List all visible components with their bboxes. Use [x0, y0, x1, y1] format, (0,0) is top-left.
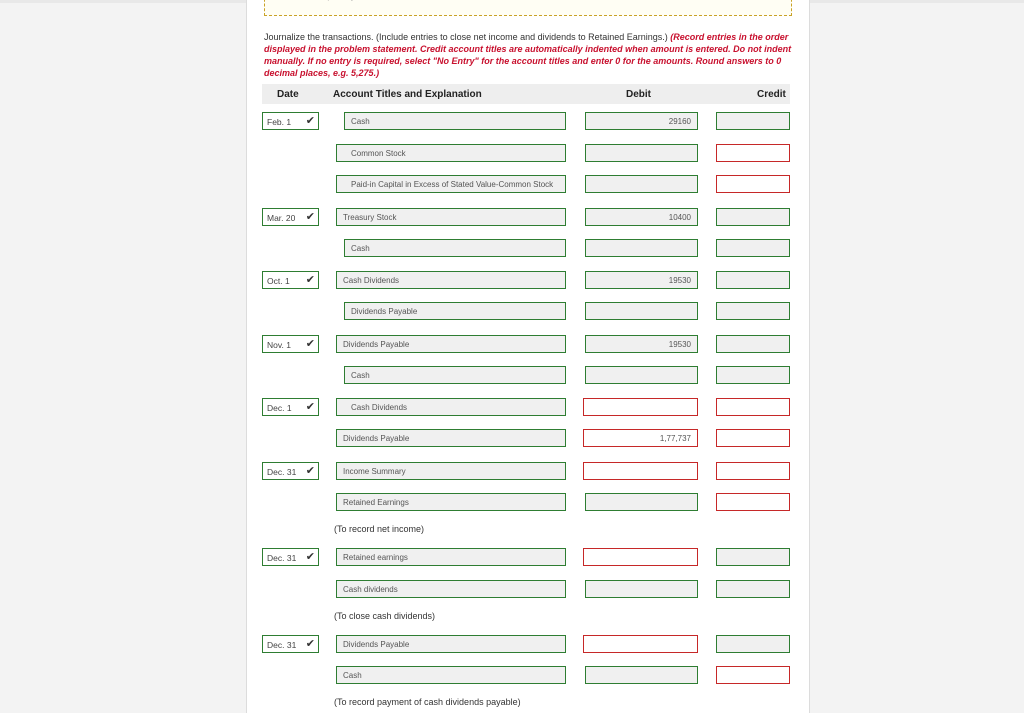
debit-value: 29160 — [668, 117, 691, 126]
debit-field[interactable] — [585, 366, 698, 384]
account-field[interactable] — [336, 271, 566, 289]
date-select[interactable] — [262, 271, 319, 289]
account-value: Dividends Payable — [351, 307, 418, 316]
credit-field[interactable] — [716, 239, 790, 257]
account-field[interactable] — [336, 493, 566, 511]
account-value: Cash Dividends — [351, 403, 408, 412]
date-select[interactable] — [262, 335, 319, 353]
debit-field[interactable] — [585, 580, 698, 598]
debit-field[interactable] — [585, 271, 698, 289]
credit-field[interactable] — [716, 302, 790, 320]
credit-field[interactable] — [716, 429, 790, 447]
account-field[interactable] — [336, 335, 566, 353]
instructions — [264, 31, 794, 79]
debit-field[interactable] — [583, 635, 698, 653]
credit-field[interactable] — [716, 144, 790, 162]
credit-field[interactable] — [716, 398, 790, 416]
feedback-text — [273, 0, 384, 1]
credit-field[interactable] — [716, 666, 790, 684]
date-value: Dec. 31 — [267, 467, 297, 477]
date-value: Nov. 1 — [267, 340, 291, 350]
account-field[interactable] — [336, 144, 566, 162]
feedback-banner — [264, 0, 792, 16]
account-field[interactable] — [336, 398, 566, 416]
header-account: Account Titles and Explanation — [333, 89, 482, 100]
credit-field[interactable] — [716, 208, 790, 226]
account-value: Dividends Payable — [343, 340, 410, 349]
account-field[interactable] — [344, 302, 566, 320]
header-debit: Debit — [626, 89, 651, 100]
debit-field[interactable] — [585, 144, 698, 162]
entry-note: (To close cash dividends) — [334, 611, 436, 621]
account-value: Dividends Payable — [343, 434, 410, 443]
chevron-down-icon: ✔︎ — [305, 401, 315, 413]
instructions-emphasis: (Record entries in the order displayed in the problem statement. Credit account titles are automatically indented when amount is entered. Do not indent manually. If no entry is required, select "No Entry" for the account titles and enter 0 for the amounts. Round answers to 0 decimal places, e.g. 5,275.) — [264, 32, 792, 78]
header-credit: Credit — [757, 89, 786, 100]
debit-field[interactable] — [585, 493, 698, 511]
debit-field[interactable] — [585, 302, 698, 320]
account-field[interactable] — [344, 112, 566, 130]
credit-field[interactable] — [716, 175, 790, 193]
account-value: Income Summary — [343, 467, 406, 476]
account-field[interactable] — [344, 239, 566, 257]
account-field[interactable] — [336, 666, 566, 684]
account-field[interactable] — [344, 366, 566, 384]
account-value: Treasury Stock — [343, 213, 397, 222]
entry-note: (To record payment of cash dividends payable) — [334, 697, 521, 707]
account-value: Cash Dividends — [343, 276, 400, 285]
credit-field[interactable] — [716, 366, 790, 384]
chevron-down-icon: ✔︎ — [305, 551, 315, 563]
date-value: Dec. 31 — [267, 553, 297, 563]
debit-value: 1,77,737 — [659, 434, 691, 443]
date-select[interactable] — [262, 462, 319, 480]
chevron-down-icon: ✔︎ — [305, 338, 315, 350]
account-value: Retained earnings — [343, 553, 408, 562]
table-header — [262, 84, 790, 104]
instructions-text: Journalize the transactions. (Include entries to close net income and dividends to Retained Earnings.) — [264, 32, 671, 42]
account-field[interactable] — [336, 208, 566, 226]
account-field[interactable] — [336, 462, 566, 480]
account-field[interactable] — [336, 429, 566, 447]
date-value: Oct. 1 — [267, 276, 290, 286]
content-panel — [246, 0, 810, 713]
header-date: Date — [277, 89, 299, 100]
date-select[interactable] — [262, 635, 319, 653]
account-value: Cash — [351, 244, 370, 253]
account-value: Paid-in Capital in Excess of Stated Value-Common Stock — [351, 180, 554, 189]
debit-field[interactable] — [585, 112, 698, 130]
date-value: Dec. 31 — [267, 640, 297, 650]
debit-value: 10400 — [668, 213, 691, 222]
chevron-down-icon: ✔︎ — [305, 638, 315, 650]
chevron-down-icon: ✔︎ — [305, 274, 315, 286]
debit-value: 19530 — [668, 276, 691, 285]
date-select[interactable] — [262, 398, 319, 416]
debit-field[interactable] — [585, 239, 698, 257]
chevron-down-icon: ✔︎ — [305, 211, 315, 223]
account-value: Dividends Payable — [343, 640, 410, 649]
date-select[interactable] — [262, 112, 319, 130]
entry-note: (To record net income) — [334, 524, 425, 534]
account-value: Common Stock — [351, 149, 406, 158]
credit-field[interactable] — [716, 580, 790, 598]
account-field[interactable] — [336, 580, 566, 598]
debit-field[interactable] — [583, 548, 698, 566]
account-field[interactable] — [336, 635, 566, 653]
account-value: Cash — [343, 671, 362, 680]
debit-field[interactable] — [585, 666, 698, 684]
chevron-down-icon: ✔︎ — [305, 115, 315, 127]
credit-field[interactable] — [716, 335, 790, 353]
credit-field[interactable] — [716, 635, 790, 653]
debit-field[interactable] — [585, 175, 698, 193]
debit-field[interactable] — [585, 208, 698, 226]
credit-field[interactable] — [716, 548, 790, 566]
account-field[interactable] — [336, 175, 566, 193]
debit-field[interactable] — [585, 335, 698, 353]
debit-field[interactable] — [583, 462, 698, 480]
credit-field[interactable] — [716, 462, 790, 480]
credit-field[interactable] — [716, 112, 790, 130]
account-value: Cash dividends — [343, 585, 398, 594]
debit-field[interactable] — [583, 398, 698, 416]
date-value: Mar. 20 — [267, 213, 296, 223]
date-select[interactable] — [262, 208, 319, 226]
date-select[interactable] — [262, 548, 319, 566]
credit-field[interactable] — [716, 271, 790, 289]
date-value: Feb. 1 — [267, 117, 292, 127]
date-value: Dec. 1 — [267, 403, 292, 413]
credit-field[interactable] — [716, 493, 790, 511]
debit-field[interactable] — [583, 429, 698, 447]
account-value: Cash — [351, 117, 370, 126]
account-value: Cash — [351, 371, 370, 380]
chevron-down-icon: ✔︎ — [305, 465, 315, 477]
account-value: Retained Earnings — [343, 498, 409, 507]
debit-value: 19530 — [668, 340, 691, 349]
account-field[interactable] — [336, 548, 566, 566]
